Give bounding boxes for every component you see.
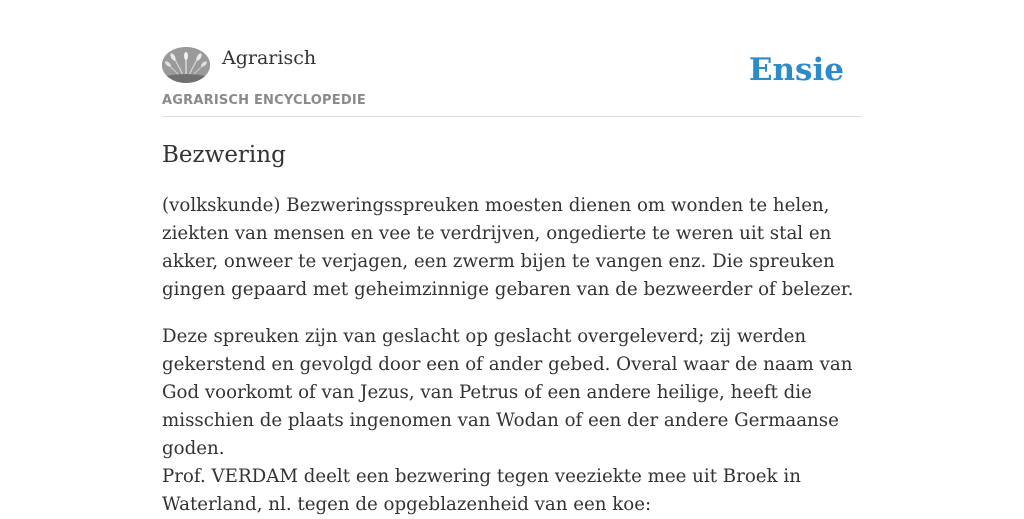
article-paragraph-2: Deze spreuken zijn van geslacht op geslacht overgeleverd; zij werden gekerstend en gevolgd door een of ander gebed. Overal waar de naam van God voorkomt of van Jezus, van Petrus of een andere heilige, heeft die misschien de plaats ingenomen van Wodan of een der andere Germaanse goden.: [162, 326, 853, 459]
site-name[interactable]: Agrarisch: [222, 47, 317, 69]
wheat-logo-icon[interactable]: [162, 47, 210, 83]
page: [162, 0, 862, 515]
article-paragraph-1: (volkskunde) Bezweringsspreuken moesten dienen om wonden te helen, ziekten van mensen en vee te verdrijven, ongedierte te weren uit stal en akker, onweer te verjagen, een zwerm bijen te vangen enz. Die spreuken gingen gepaard met geheimzinnige gebaren van de bezweerder of belezer.: [162, 195, 854, 300]
site-header: [162, 0, 862, 117]
ensie-brand-link[interactable]: Ensie: [748, 52, 844, 88]
page-title: Bezwering: [162, 142, 286, 168]
article-paragraph-3: Prof. VERDAM deelt een bezwering tegen veeziekte mee uit Broek in Waterland, nl. tegen de opgeblazenheid van een koe:: [162, 466, 801, 515]
site-subtitle: AGRARISCH ENCYCLOPEDIE: [162, 93, 366, 108]
